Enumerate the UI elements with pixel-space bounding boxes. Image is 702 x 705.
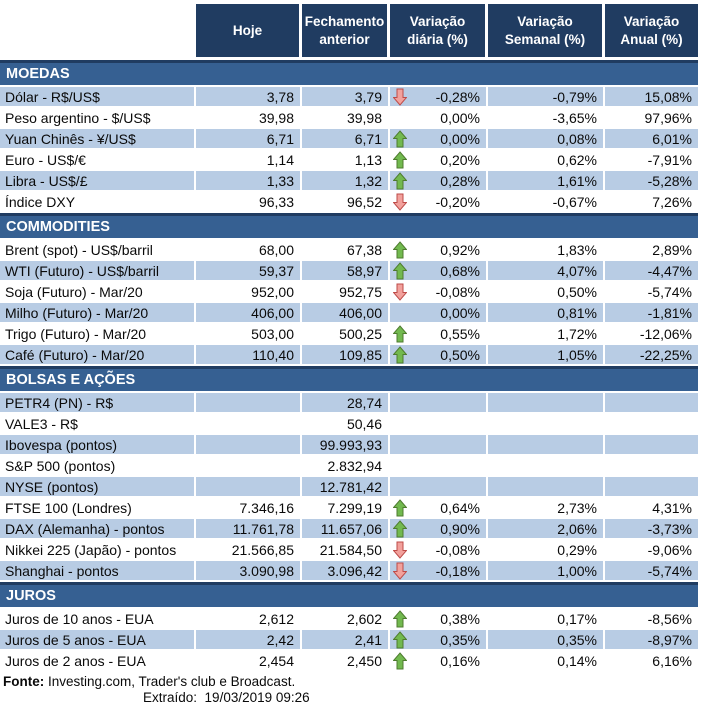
annual-variation-value: 2,89% (605, 240, 698, 261)
daily-variation-cell (390, 345, 488, 366)
daily-variation-cell (390, 651, 488, 672)
table-row (0, 609, 698, 630)
daily-variation-value: 0,00% (440, 109, 480, 126)
hoje-value (196, 435, 302, 456)
fechamento-value: 6,71 (302, 129, 390, 150)
hoje-value (196, 456, 302, 477)
table-row (0, 393, 698, 414)
daily-variation-value: 0,50% (440, 346, 480, 363)
up-arrow-icon (393, 610, 407, 628)
hoje-value: 6,71 (196, 129, 302, 150)
daily-variation-cell (390, 498, 488, 519)
up-arrow-icon (393, 262, 407, 280)
table-row (0, 540, 698, 561)
down-arrow-icon (393, 283, 407, 301)
fechamento-value: 406,00 (302, 303, 390, 324)
up-arrow-icon (393, 346, 407, 364)
weekly-variation-value: 0,50% (488, 282, 605, 303)
row-label: DAX (Alemanha) - pontos (0, 519, 196, 540)
down-arrow-icon (393, 562, 407, 580)
annual-variation-value: -8,56% (605, 609, 698, 630)
daily-variation-value: 0,16% (440, 652, 480, 669)
weekly-variation-value: -0,67% (488, 192, 605, 213)
extraction-timestamp: 19/03/2019 09:26 (204, 690, 310, 705)
daily-variation-value: 0,28% (440, 172, 480, 189)
hoje-value: 7.346,16 (196, 498, 302, 519)
row-label: Yuan Chinês - ¥/US$ (0, 129, 196, 150)
weekly-variation-value: -0,79% (488, 87, 605, 108)
source-text: Investing.com, Trader's club e Broadcast. (44, 674, 296, 689)
annual-variation-value: 6,01% (605, 129, 698, 150)
daily-variation-cell (390, 456, 488, 477)
column-header: Hoje (196, 4, 302, 57)
annual-variation-value: -9,06% (605, 540, 698, 561)
daily-variation-cell (390, 324, 488, 345)
daily-variation-cell (390, 87, 488, 108)
up-arrow-icon (393, 130, 407, 148)
daily-variation-value: 0,55% (440, 325, 480, 342)
fechamento-value: 96,52 (302, 192, 390, 213)
weekly-variation-value: 4,07% (488, 261, 605, 282)
weekly-variation-value: -3,65% (488, 108, 605, 129)
hoje-value: 1,14 (196, 150, 302, 171)
annual-variation-value (605, 456, 698, 477)
fechamento-value: 67,38 (302, 240, 390, 261)
annual-variation-value: 97,96% (605, 108, 698, 129)
header-spacer (0, 4, 196, 57)
annual-variation-value: -3,73% (605, 519, 698, 540)
down-arrow-icon (393, 541, 407, 559)
section-header: COMMODITIES (0, 213, 698, 238)
table-row (0, 261, 698, 282)
extraction-note (3, 691, 698, 705)
annual-variation-value: 4,31% (605, 498, 698, 519)
table-row (0, 651, 698, 672)
row-label: Peso argentino - $/US$ (0, 108, 196, 129)
annual-variation-value: -7,91% (605, 150, 698, 171)
row-label: Juros de 10 anos - EUA (0, 609, 196, 630)
table-row (0, 303, 698, 324)
daily-variation-value: 0,68% (440, 262, 480, 279)
table-row (0, 240, 698, 261)
up-arrow-icon (393, 520, 407, 538)
table-row (0, 519, 698, 540)
weekly-variation-value: 1,83% (488, 240, 605, 261)
daily-variation-cell (390, 609, 488, 630)
daily-variation-value: 0,64% (440, 499, 480, 516)
row-label: Brent (spot) - US$/barril (0, 240, 196, 261)
table-row (0, 345, 698, 366)
section-header: BOLSAS E AÇÕES (0, 366, 698, 391)
daily-variation-cell (390, 393, 488, 414)
daily-variation-value: -0,28% (435, 88, 480, 105)
row-label: Milho (Futuro) - Mar/20 (0, 303, 196, 324)
daily-variation-cell (390, 282, 488, 303)
table-header (0, 4, 698, 57)
hoje-value: 503,00 (196, 324, 302, 345)
hoje-value: 39,98 (196, 108, 302, 129)
annual-variation-value: -5,28% (605, 171, 698, 192)
row-label: Libra - US$/£ (0, 171, 196, 192)
fechamento-value: 952,75 (302, 282, 390, 303)
hoje-value: 1,33 (196, 171, 302, 192)
annual-variation-value: 6,16% (605, 651, 698, 672)
table-body (0, 60, 698, 672)
annual-variation-value (605, 414, 698, 435)
weekly-variation-value: 1,00% (488, 561, 605, 582)
table-row (0, 282, 698, 303)
table-row (0, 324, 698, 345)
hoje-value: 59,37 (196, 261, 302, 282)
footer (0, 675, 698, 705)
fechamento-value: 28,74 (302, 393, 390, 414)
daily-variation-cell (390, 414, 488, 435)
extraction-label: Extraído: (143, 690, 198, 705)
row-label: Soja (Futuro) - Mar/20 (0, 282, 196, 303)
source-label: Fonte: (3, 674, 45, 689)
column-header: Fechamento anterior (302, 4, 390, 57)
weekly-variation-value: 0,29% (488, 540, 605, 561)
up-arrow-icon (393, 499, 407, 517)
fechamento-value: 2,602 (302, 609, 390, 630)
table-row (0, 477, 698, 498)
table-row (0, 108, 698, 129)
annual-variation-value (605, 393, 698, 414)
fechamento-value: 39,98 (302, 108, 390, 129)
annual-variation-value (605, 477, 698, 498)
row-label: Juros de 2 anos - EUA (0, 651, 196, 672)
fechamento-value: 2.832,94 (302, 456, 390, 477)
weekly-variation-value: 0,62% (488, 150, 605, 171)
row-label: Dólar - R$/US$ (0, 87, 196, 108)
weekly-variation-value: 0,81% (488, 303, 605, 324)
source-note (3, 675, 698, 689)
up-arrow-icon (393, 325, 407, 343)
table-row (0, 498, 698, 519)
hoje-value: 3.090,98 (196, 561, 302, 582)
daily-variation-value: 0,92% (440, 241, 480, 258)
daily-variation-value: -0,20% (435, 193, 480, 210)
table-row (0, 435, 698, 456)
row-label: Café (Futuro) - Mar/20 (0, 345, 196, 366)
up-arrow-icon (393, 241, 407, 259)
fechamento-value: 3.096,42 (302, 561, 390, 582)
up-arrow-icon (393, 631, 407, 649)
annual-variation-value: 7,26% (605, 192, 698, 213)
table-row (0, 414, 698, 435)
down-arrow-icon (393, 193, 407, 211)
daily-variation-cell (390, 435, 488, 456)
column-header: Variação Anual (%) (605, 4, 698, 57)
weekly-variation-value: 1,05% (488, 345, 605, 366)
weekly-variation-value (488, 414, 605, 435)
daily-variation-value: 0,00% (440, 130, 480, 147)
table-row (0, 630, 698, 651)
daily-variation-cell (390, 129, 488, 150)
table-row (0, 561, 698, 582)
daily-variation-value: 0,90% (440, 520, 480, 537)
daily-variation-cell (390, 561, 488, 582)
hoje-value: 68,00 (196, 240, 302, 261)
row-label: Euro - US$/€ (0, 150, 196, 171)
up-arrow-icon (393, 151, 407, 169)
table-row (0, 456, 698, 477)
annual-variation-value: -5,74% (605, 282, 698, 303)
annual-variation-value: -1,81% (605, 303, 698, 324)
fechamento-value: 11.657,06 (302, 519, 390, 540)
hoje-value: 96,33 (196, 192, 302, 213)
row-label: Nikkei 225 (Japão) - pontos (0, 540, 196, 561)
daily-variation-cell (390, 171, 488, 192)
hoje-value: 21.566,85 (196, 540, 302, 561)
row-label: VALE3 - R$ (0, 414, 196, 435)
fechamento-value: 50,46 (302, 414, 390, 435)
fechamento-value: 1,32 (302, 171, 390, 192)
daily-variation-value: -0,08% (435, 283, 480, 300)
daily-variation-value: 0,20% (440, 151, 480, 168)
table-row (0, 192, 698, 213)
daily-variation-cell (390, 150, 488, 171)
hoje-value: 952,00 (196, 282, 302, 303)
up-arrow-icon (393, 652, 407, 670)
weekly-variation-value: 0,35% (488, 630, 605, 651)
table-row (0, 129, 698, 150)
row-label: S&P 500 (pontos) (0, 456, 196, 477)
hoje-value (196, 414, 302, 435)
daily-variation-cell (390, 303, 488, 324)
weekly-variation-value: 1,61% (488, 171, 605, 192)
fechamento-value: 1,13 (302, 150, 390, 171)
annual-variation-value: -12,06% (605, 324, 698, 345)
daily-variation-cell (390, 192, 488, 213)
daily-variation-cell (390, 477, 488, 498)
fechamento-value: 3,79 (302, 87, 390, 108)
fechamento-value: 99.993,93 (302, 435, 390, 456)
fechamento-value: 21.584,50 (302, 540, 390, 561)
row-label: Juros de 5 anos - EUA (0, 630, 196, 651)
weekly-variation-value (488, 393, 605, 414)
row-label: Ibovespa (pontos) (0, 435, 196, 456)
weekly-variation-value: 0,17% (488, 609, 605, 630)
weekly-variation-value: 2,06% (488, 519, 605, 540)
daily-variation-cell (390, 540, 488, 561)
daily-variation-cell (390, 261, 488, 282)
fechamento-value: 12.781,42 (302, 477, 390, 498)
table-row (0, 87, 698, 108)
weekly-variation-value: 2,73% (488, 498, 605, 519)
annual-variation-value: 15,08% (605, 87, 698, 108)
hoje-value (196, 477, 302, 498)
fechamento-value: 2,41 (302, 630, 390, 651)
down-arrow-icon (393, 88, 407, 106)
weekly-variation-value: 0,08% (488, 129, 605, 150)
annual-variation-value (605, 435, 698, 456)
hoje-value: 11.761,78 (196, 519, 302, 540)
daily-variation-value: -0,18% (435, 562, 480, 579)
weekly-variation-value (488, 477, 605, 498)
hoje-value: 2,612 (196, 609, 302, 630)
daily-variation-cell (390, 630, 488, 651)
row-label: WTI (Futuro) - US$/barril (0, 261, 196, 282)
up-arrow-icon (393, 172, 407, 190)
fechamento-value: 500,25 (302, 324, 390, 345)
hoje-value: 2,454 (196, 651, 302, 672)
daily-variation-cell (390, 519, 488, 540)
table-row (0, 150, 698, 171)
row-label: FTSE 100 (Londres) (0, 498, 196, 519)
column-header: Variação Semanal (%) (488, 4, 605, 57)
daily-variation-value: 0,35% (440, 631, 480, 648)
weekly-variation-value: 0,14% (488, 651, 605, 672)
daily-variation-cell (390, 108, 488, 129)
annual-variation-value: -5,74% (605, 561, 698, 582)
row-label: Índice DXY (0, 192, 196, 213)
section-header: JUROS (0, 582, 698, 607)
weekly-variation-value: 1,72% (488, 324, 605, 345)
annual-variation-value: -4,47% (605, 261, 698, 282)
hoje-value: 3,78 (196, 87, 302, 108)
hoje-value (196, 393, 302, 414)
daily-variation-value: -0,08% (435, 541, 480, 558)
row-label: NYSE (pontos) (0, 477, 196, 498)
fechamento-value: 7.299,19 (302, 498, 390, 519)
column-header: Variação diária (%) (390, 4, 488, 57)
annual-variation-value: -22,25% (605, 345, 698, 366)
fechamento-value: 58,97 (302, 261, 390, 282)
fechamento-value: 109,85 (302, 345, 390, 366)
row-label: Shanghai - pontos (0, 561, 196, 582)
hoje-value: 406,00 (196, 303, 302, 324)
daily-variation-value: 0,38% (440, 610, 480, 627)
annual-variation-value: -8,97% (605, 630, 698, 651)
hoje-value: 2,42 (196, 630, 302, 651)
weekly-variation-value (488, 435, 605, 456)
section-header: MOEDAS (0, 60, 698, 85)
daily-variation-value: 0,00% (440, 304, 480, 321)
hoje-value: 110,40 (196, 345, 302, 366)
row-label: PETR4 (PN) - R$ (0, 393, 196, 414)
weekly-variation-value (488, 456, 605, 477)
row-label: Trigo (Futuro) - Mar/20 (0, 324, 196, 345)
table-row (0, 171, 698, 192)
daily-variation-cell (390, 240, 488, 261)
fechamento-value: 2,450 (302, 651, 390, 672)
